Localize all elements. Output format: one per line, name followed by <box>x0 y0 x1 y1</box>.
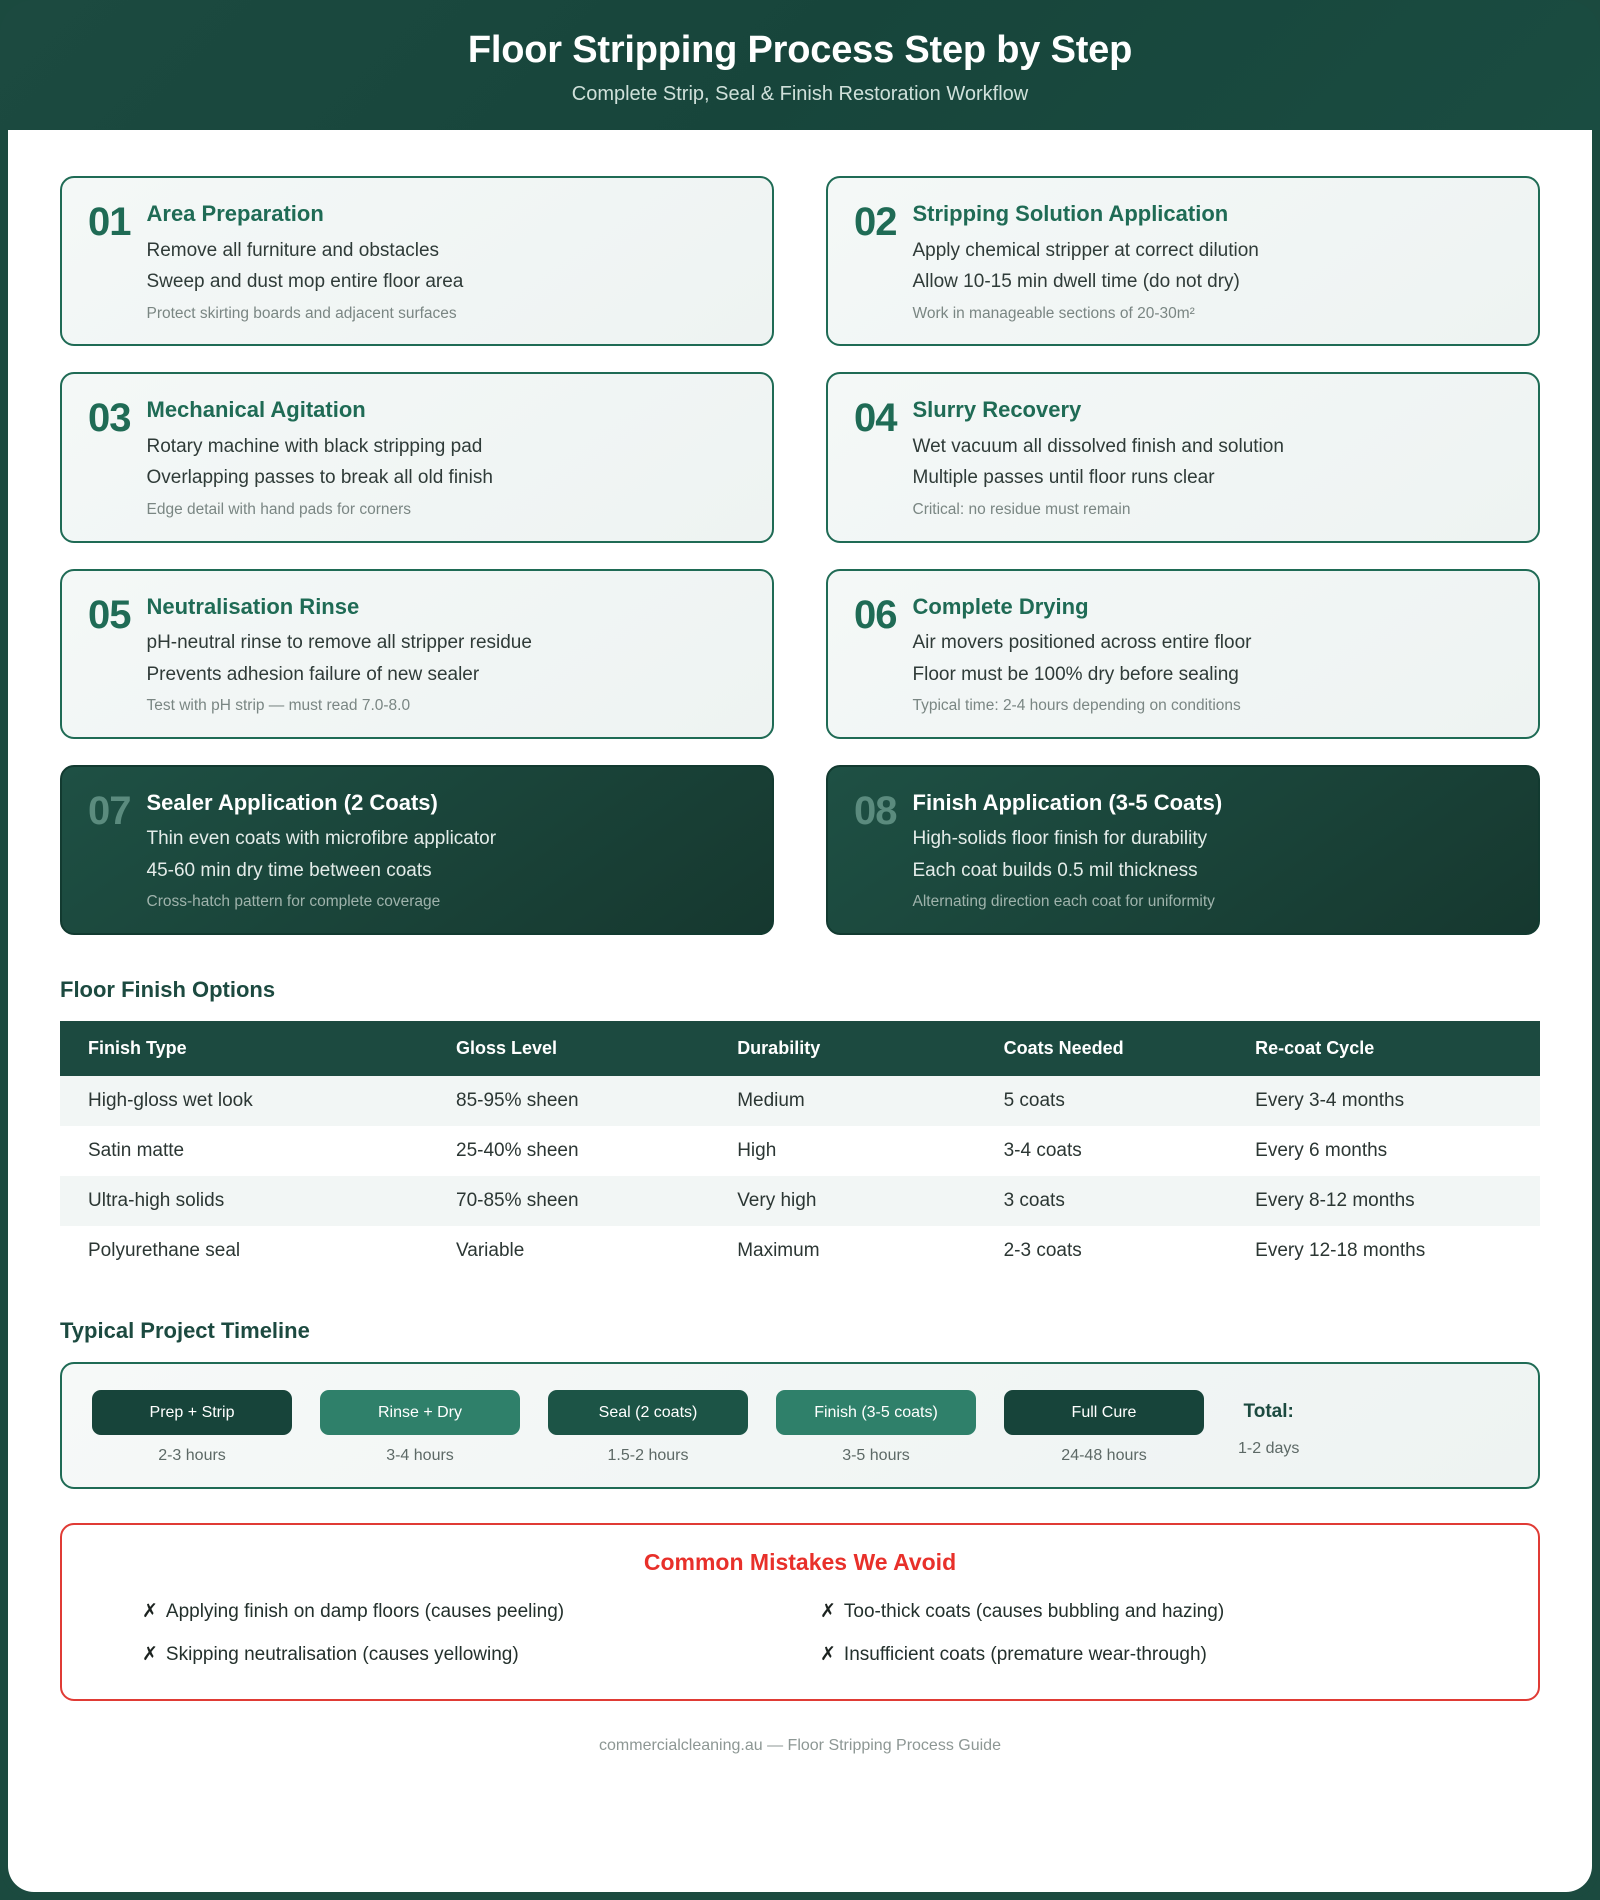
finish-options-heading: Floor Finish Options <box>60 977 276 1002</box>
timeline-stage-full-cure <box>1004 1390 1204 1465</box>
cell-durability: Medium <box>711 1076 977 1126</box>
step-line-1: Air movers positioned across entire floor <box>912 632 1252 653</box>
cell-gloss-level: Variable <box>430 1226 711 1276</box>
table-header-row <box>60 1021 1540 1076</box>
list-item <box>142 1598 780 1627</box>
step-number: 02 <box>854 200 897 244</box>
column-header-coats-needed: Coats Needed <box>978 1021 1230 1076</box>
cell-gloss-level: 70-85% sheen <box>430 1176 711 1226</box>
step-line-1: Rotary machine with black stripping pad <box>146 435 483 457</box>
step-note: Edge detail with hand pads for corners <box>146 500 412 518</box>
cell-finish-type: Satin matte <box>60 1126 430 1176</box>
step-card-06 <box>826 569 1540 739</box>
step-title: Neutralisation Rinse <box>146 593 360 619</box>
common-mistakes-list <box>92 1598 1508 1669</box>
step-note: Critical: no residue must remain <box>912 500 1131 518</box>
process-steps-grid <box>60 130 1540 935</box>
step-line-1: High-solids floor finish for durability <box>912 828 1208 850</box>
step-title: Mechanical Agitation <box>146 397 366 423</box>
cell-recoat-cycle: Every 6 months <box>1229 1126 1540 1176</box>
step-title: Complete Drying <box>912 593 1089 619</box>
cell-coats-needed: 5 coats <box>978 1076 1230 1126</box>
cell-durability: High <box>711 1126 977 1176</box>
step-line-1: Thin even coats with microfibre applicator <box>146 828 497 850</box>
cell-gloss-level: 85-95% sheen <box>430 1076 711 1126</box>
content-sheet <box>8 130 1592 1892</box>
step-number: 08 <box>854 788 897 833</box>
timeline-stage-rinse-dry <box>320 1390 520 1465</box>
list-item <box>820 1598 1458 1627</box>
page-header <box>0 0 1600 130</box>
step-line-2: Prevents adhesion failure of new sealer <box>146 663 480 685</box>
timeline-chip: Seal (2 coats) <box>548 1390 748 1435</box>
step-title: Finish Application (3-5 Coats) <box>912 789 1223 815</box>
step-title: Stripping Solution Application <box>912 201 1229 226</box>
step-card-01 <box>60 176 774 346</box>
column-header-finish-type: Finish Type <box>60 1021 430 1076</box>
timeline-stage-prep-strip <box>92 1390 292 1465</box>
mistake-text: Applying finish on damp floors (causes peeling) <box>165 1601 565 1623</box>
step-note: Protect skirting boards and adjacent surfaces <box>146 304 457 322</box>
table-row <box>60 1076 1540 1126</box>
step-card-07 <box>60 765 774 935</box>
step-number: 06 <box>854 592 897 637</box>
table-row <box>60 1226 1540 1276</box>
cell-recoat-cycle: Every 8-12 months <box>1229 1176 1540 1226</box>
step-title: Slurry Recovery <box>912 397 1082 423</box>
timeline-total-value: 1-2 days <box>1238 1440 1300 1457</box>
timeline-stage-finish <box>776 1390 976 1465</box>
table-row <box>60 1126 1540 1176</box>
cross-icon: ✗ <box>142 1643 158 1665</box>
timeline-duration: 24-48 hours <box>1061 1447 1147 1465</box>
column-header-gloss-level: Gloss Level <box>430 1021 711 1076</box>
column-header-durability: Durability <box>711 1021 977 1076</box>
step-card-05 <box>60 569 774 739</box>
timeline-chip: Rinse + Dry <box>320 1390 520 1435</box>
cell-durability: Maximum <box>711 1226 977 1276</box>
step-card-02 <box>826 176 1540 346</box>
timeline-total <box>1232 1390 1299 1458</box>
step-note: Typical time: 2-4 hours depending on conditions <box>912 697 1241 715</box>
mistake-text: Insufficient coats (premature wear-through) <box>843 1643 1207 1665</box>
step-line-1: Wet vacuum all dissolved finish and solution <box>912 435 1284 457</box>
step-line-1: Remove all furniture and obstacles <box>146 239 440 261</box>
step-line-2: Allow 10-15 min dwell time (do not dry) <box>912 271 1240 293</box>
list-item <box>142 1641 780 1670</box>
common-mistakes-title: Common Mistakes We Avoid <box>643 1549 957 1576</box>
timeline-duration: 3-5 hours <box>842 1447 910 1465</box>
step-line-2: Overlapping passes to break all old finish <box>146 467 493 489</box>
step-number: 05 <box>88 592 131 637</box>
page-subtitle: Complete Strip, Seal & Finish Restoration Workflow <box>571 83 1029 106</box>
table-row <box>60 1176 1540 1226</box>
table-header <box>60 1021 1540 1076</box>
step-line-2: Each coat builds 0.5 mil thickness <box>912 859 1198 881</box>
finish-options-table <box>60 1021 1540 1276</box>
step-number: 01 <box>88 200 131 244</box>
step-line-1: Apply chemical stripper at correct dilution <box>912 239 1259 261</box>
step-line-2: Multiple passes until floor runs clear <box>912 467 1215 489</box>
step-number: 03 <box>88 396 131 441</box>
step-number: 07 <box>88 788 131 833</box>
step-title: Sealer Application (2 Coats) <box>146 789 438 815</box>
cell-finish-type: High-gloss wet look <box>60 1076 430 1126</box>
step-note: Test with pH strip — must read 7.0-8.0 <box>146 697 411 715</box>
cell-recoat-cycle: Every 3-4 months <box>1229 1076 1540 1126</box>
step-note: Cross-hatch pattern for complete coverage <box>146 893 441 911</box>
step-title: Area Preparation <box>146 201 324 226</box>
cell-recoat-cycle: Every 12-18 months <box>1229 1226 1540 1276</box>
list-item <box>820 1641 1458 1670</box>
step-line-1: pH-neutral rinse to remove all stripper residue <box>146 632 532 653</box>
step-line-2: 45-60 min dry time between coats <box>146 859 432 881</box>
timeline-duration: 1.5-2 hours <box>607 1447 689 1465</box>
cell-coats-needed: 3 coats <box>978 1176 1230 1226</box>
step-line-2: Floor must be 100% dry before sealing <box>912 663 1239 685</box>
table-body <box>60 1076 1540 1276</box>
cell-finish-type: Ultra-high solids <box>60 1176 430 1226</box>
cross-icon: ✗ <box>142 1601 158 1623</box>
step-line-2: Sweep and dust mop entire floor area <box>146 271 464 293</box>
cell-coats-needed: 3-4 coats <box>978 1126 1230 1176</box>
step-card-03 <box>60 372 774 542</box>
timeline-stage-seal <box>548 1390 748 1465</box>
mistake-text: Skipping neutralisation (causes yellowing) <box>165 1643 519 1665</box>
step-number: 04 <box>854 396 897 441</box>
cell-coats-needed: 2-3 coats <box>978 1226 1230 1276</box>
timeline-chip: Full Cure <box>1004 1390 1204 1435</box>
step-note: Alternating direction each coat for uniformity <box>912 893 1215 911</box>
cross-icon: ✗ <box>820 1601 836 1623</box>
timeline-duration: 2-3 hours <box>158 1447 226 1465</box>
page-title: Floor Stripping Process Step by Step <box>467 28 1133 71</box>
cross-icon: ✗ <box>820 1643 836 1665</box>
step-card-04 <box>826 372 1540 542</box>
step-note: Work in manageable sections of 20-30m² <box>912 304 1195 322</box>
project-timeline <box>60 1362 1540 1489</box>
footer-credit: commercialcleaning.au — Floor Stripping Process Guide <box>599 1737 1001 1755</box>
timeline-chip: Prep + Strip <box>92 1390 292 1435</box>
column-header-recoat-cycle: Re-coat Cycle <box>1229 1021 1540 1076</box>
common-mistakes-panel <box>60 1523 1540 1701</box>
cell-gloss-level: 25-40% sheen <box>430 1126 711 1176</box>
cell-finish-type: Polyurethane seal <box>60 1226 430 1276</box>
mistake-text: Too-thick coats (causes bubbling and hazing) <box>843 1601 1225 1623</box>
timeline-duration: 3-4 hours <box>386 1447 454 1465</box>
timeline-heading: Typical Project Timeline <box>60 1318 310 1343</box>
timeline-total-label: Total: <box>1243 1401 1294 1422</box>
cell-durability: Very high <box>711 1176 977 1226</box>
timeline-chip: Finish (3-5 coats) <box>776 1390 976 1435</box>
step-card-08 <box>826 765 1540 935</box>
